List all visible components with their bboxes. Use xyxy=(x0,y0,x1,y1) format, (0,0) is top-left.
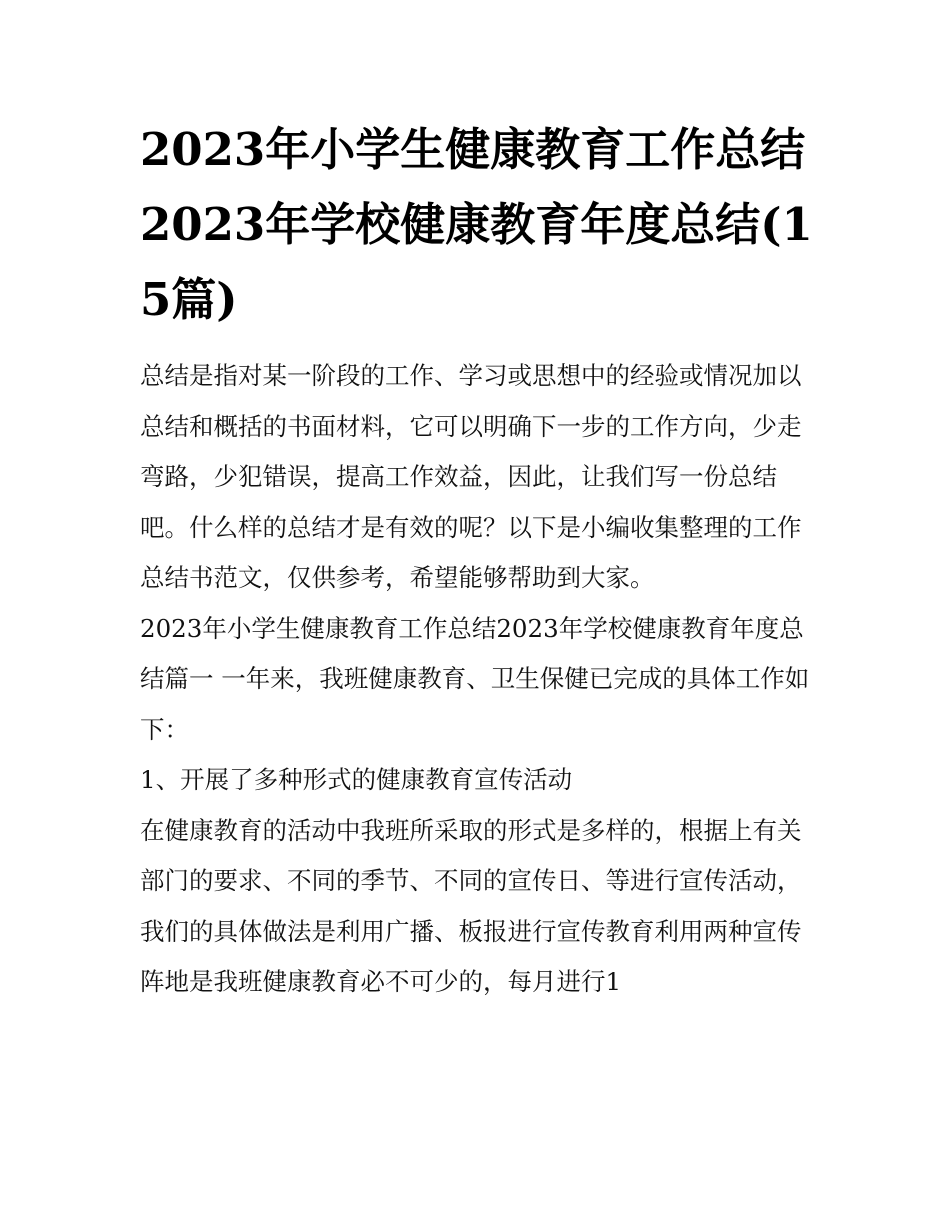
document-content xyxy=(140,112,815,1008)
section-heading-paragraph: 2023年小学生健康教育工作总结2023年学校健康教育年度总结篇一 一年来，我班健康教育、卫生保健已完成的具体工作如下： xyxy=(140,613,810,744)
list-item-heading: 1、开展了多种形式的健康教育宣传活动 xyxy=(140,765,573,794)
intro-paragraph: 总结是指对某一阶段的工作、学习或思想中的经验或情况加以总结和概括的书面材料，它可以明确下一步的工作方向，少走弯路，少犯错误，提高工作效益，因此，让我们写一份总结吧。什么样的总结才是有效的呢？以下是小编收集整理的工作总结书范文，仅供参考，希望能够帮助到大家。 xyxy=(140,361,802,592)
body-paragraph: 在健康教育的活动中我班所采取的形式是多样的，根据上有关部门的要求、不同的季节、不同的宣传日、等进行宣传活动，我们的具体做法是利用广播、板报进行宣传教育利用两种宣传阵地是我班健康教育必不可少的，每月进行1 xyxy=(140,815,802,996)
document-title: 2023年小学生健康教育工作总结2023年学校健康教育年度总结(15篇) xyxy=(140,123,813,326)
